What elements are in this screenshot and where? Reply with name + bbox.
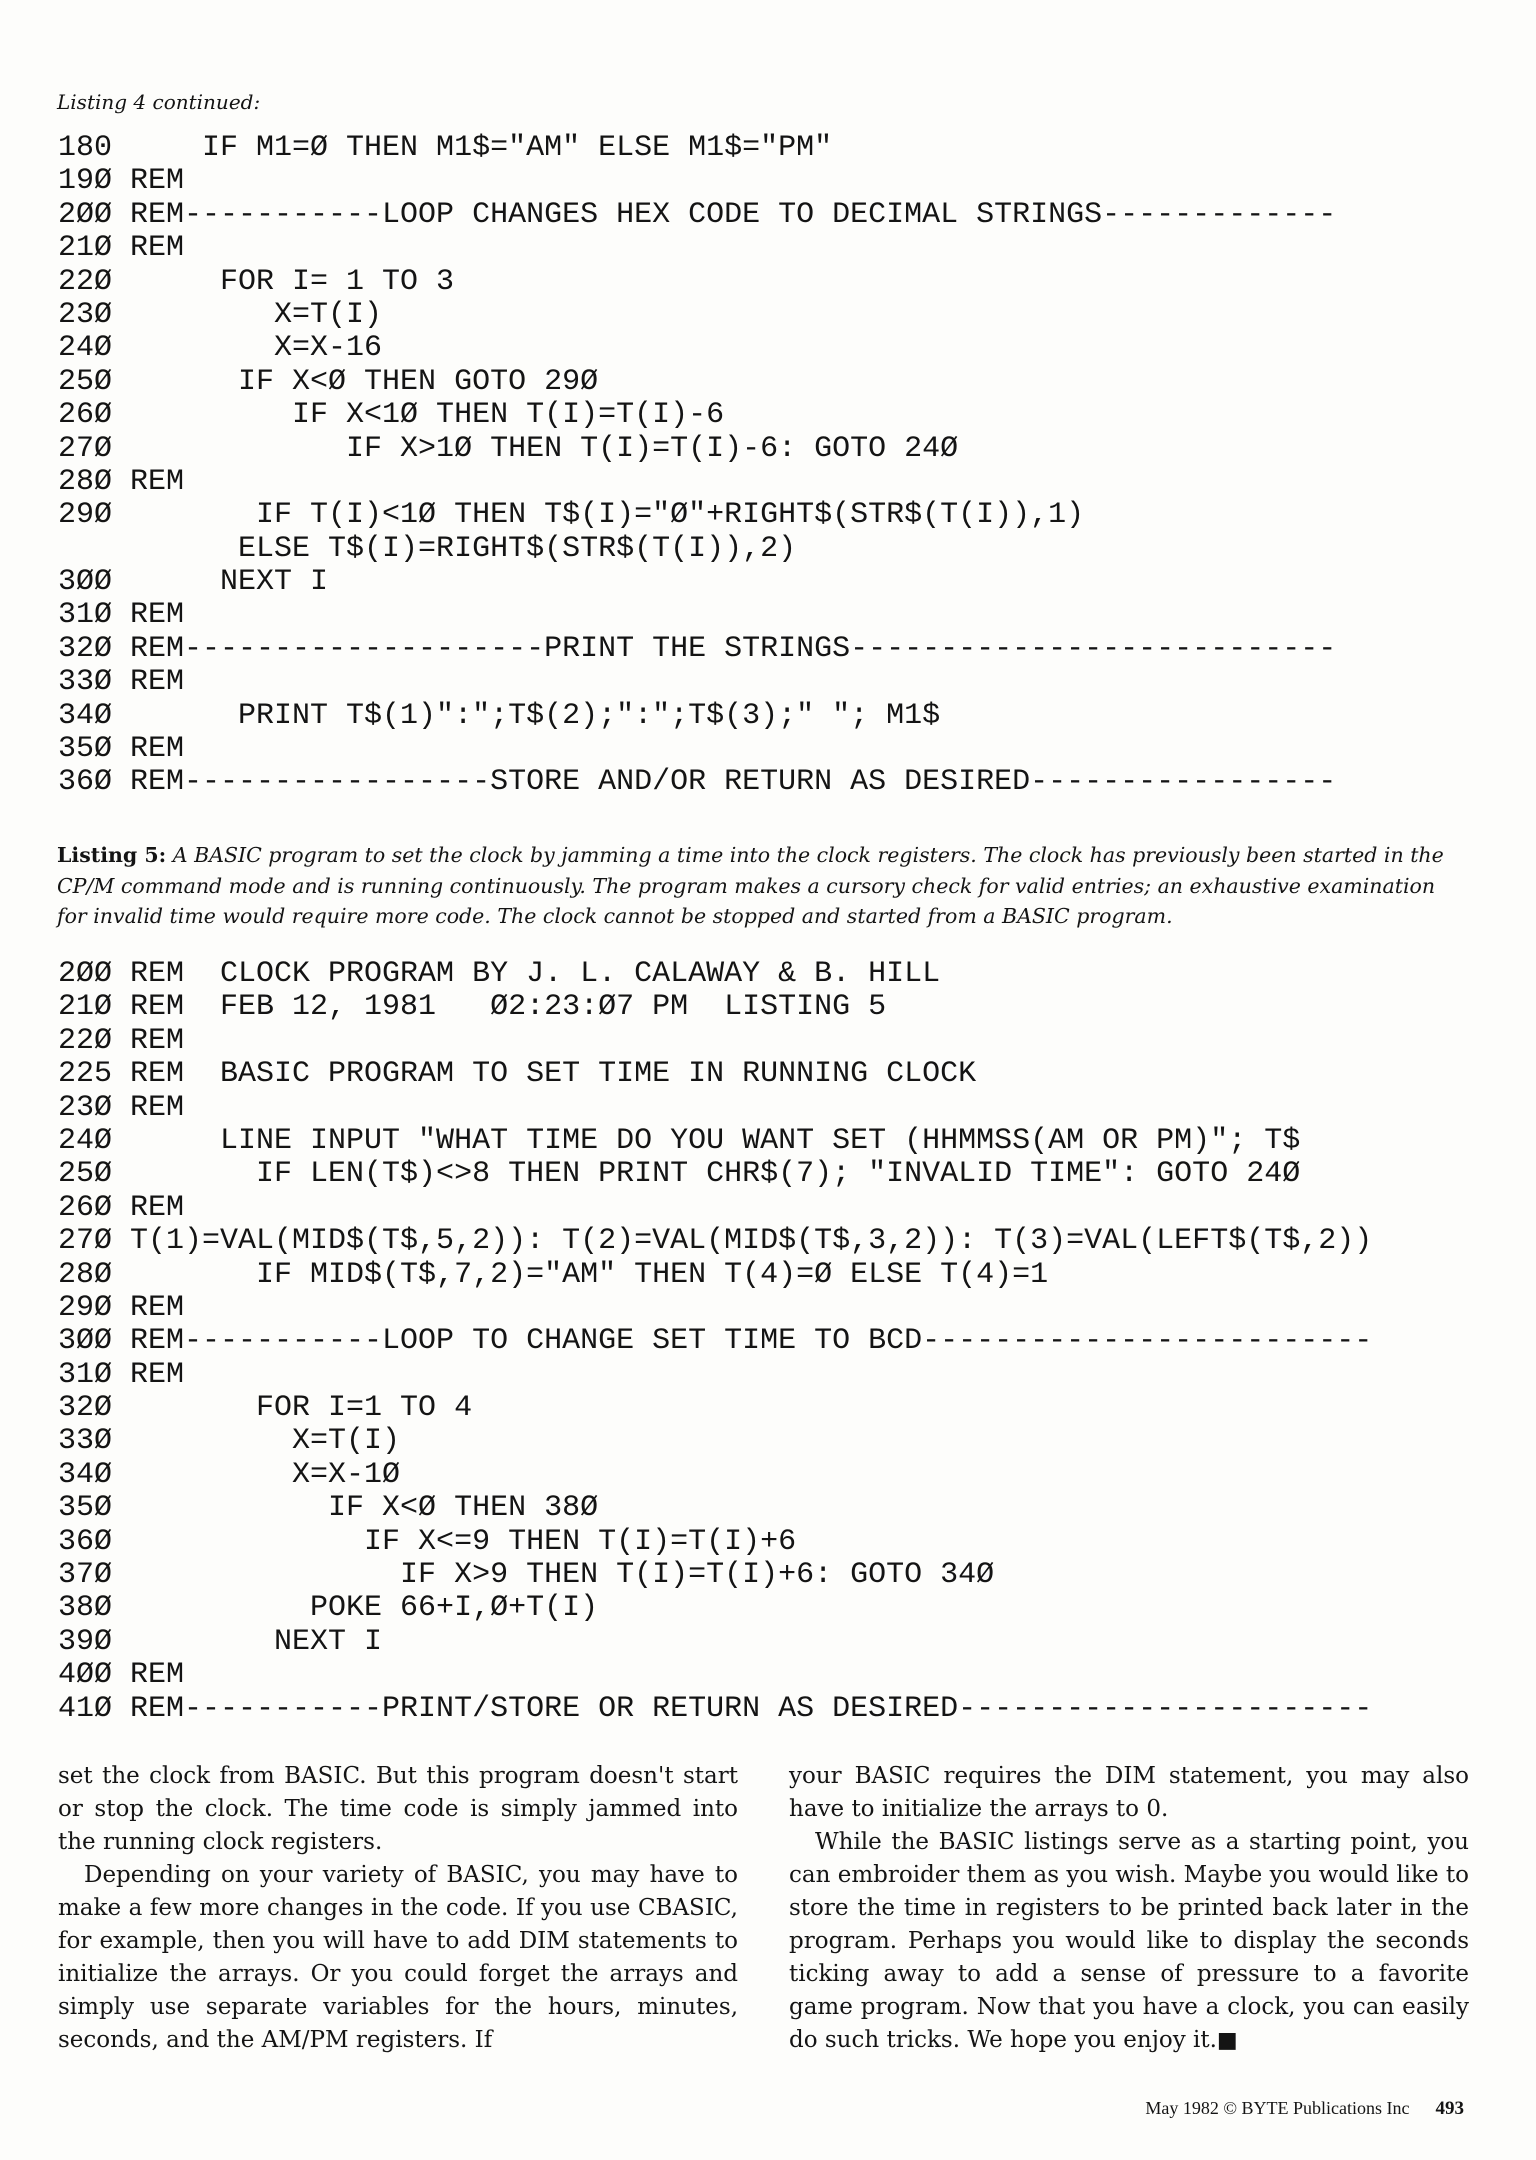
code-line: 31Ø REM bbox=[58, 598, 185, 633]
code-line: 33Ø REM bbox=[58, 665, 185, 700]
body-column-right bbox=[789, 1760, 1469, 2057]
code-line: 23Ø X=T(I) bbox=[58, 297, 383, 332]
code-line: 3ØØ NEXT I bbox=[58, 565, 329, 600]
body-paragraph bbox=[789, 1826, 1469, 2057]
issue-credit: May 1982 © BYTE Publications Inc bbox=[1145, 2098, 1410, 2118]
code-line: 23Ø REM bbox=[58, 1090, 185, 1125]
code-line: 38Ø POKE 66+I,Ø+T(I) bbox=[58, 1591, 599, 1626]
code-line: 35Ø REM bbox=[58, 732, 185, 767]
code-line: 41Ø REM-----------PRINT/STORE OR RETURN AS DESIRED----------------------- bbox=[58, 1691, 1373, 1726]
code-line: 21Ø REM FEB 12, 1981 Ø2:23:Ø7 PM LISTING 5 bbox=[58, 990, 887, 1025]
code-line: 180 IF M1=Ø THEN M1$="AM" ELSE M1$="PM" bbox=[58, 131, 833, 165]
code-line: 27Ø T(1)=VAL(MID$(T$,5,2)): T(2)=VAL(MID$(T$,3,2)): T(3)=VAL(LEFT$(T$,2)) bbox=[58, 1224, 1373, 1259]
code-line: 3ØØ REM-----------LOOP TO CHANGE SET TIME TO BCD------------------------- bbox=[58, 1324, 1373, 1359]
code-line: 21Ø REM bbox=[58, 231, 185, 266]
code-line: 24Ø LINE INPUT "WHAT TIME DO YOU WANT SET (HHMMSS(AM OR PM)"; T$ bbox=[58, 1123, 1301, 1158]
code-line: 27Ø IF X>1Ø THEN T(I)=T(I)-6: GOTO 24Ø bbox=[58, 431, 959, 466]
code-line: 36Ø REM-----------------STORE AND/OR RETURN AS DESIRED----------------- bbox=[58, 765, 1337, 800]
code-line: 39Ø NEXT I bbox=[58, 1624, 383, 1659]
code-line: 29Ø REM bbox=[58, 1290, 185, 1325]
end-mark-icon: ■ bbox=[1216, 2028, 1238, 2053]
code-line: 29Ø IF T(I)<1Ø THEN T$(I)="Ø"+RIGHT$(STR$(T(I)),1) bbox=[58, 498, 1085, 533]
code-line: 19Ø REM bbox=[58, 164, 185, 199]
code-line: 24Ø X=X-16 bbox=[58, 331, 383, 366]
code-line: 2ØØ REM-----------LOOP CHANGES HEX CODE TO DECIMAL STRINGS------------- bbox=[58, 197, 1337, 232]
code-line: 26Ø REM bbox=[58, 1190, 185, 1225]
listing-5-description: A BASIC program to set the clock by jamming a time into the clock registers. The clock has previously been started in the CP/M command mode and is running continuously. The program makes a cursory check for valid entries; an exhaustive examination for invalid time would require more code. The clock cannot be stopped and started from a BASIC program. bbox=[57, 843, 1444, 928]
code-line: 225 REM BASIC PROGRAM TO SET TIME IN RUNNING CLOCK bbox=[58, 1057, 977, 1092]
code-line: 22Ø FOR I= 1 TO 3 bbox=[58, 264, 455, 299]
listing-5-caption bbox=[57, 840, 1467, 932]
body-column-left bbox=[58, 1760, 738, 2057]
body-paragraph: set the clock from BASIC. But this program doesn't start or stop the clock. The time code is simply jammed into the running clock registers. bbox=[58, 1763, 738, 1855]
listing-4-continued-caption: Listing 4 continued: bbox=[57, 90, 261, 114]
listing-5-code bbox=[58, 958, 1372, 1726]
code-line: 25Ø IF X<Ø THEN GOTO 29Ø bbox=[58, 364, 599, 399]
code-line: 32Ø FOR I=1 TO 4 bbox=[58, 1391, 473, 1426]
body-paragraph: your BASIC requires the DIM statement, you may also have to initialize the arrays to 0. bbox=[789, 1763, 1469, 1822]
code-line: 34Ø PRINT T$(1)":";T$(2);":";T$(3);" "; M1$ bbox=[58, 698, 941, 733]
code-line: 36Ø IF X<=9 THEN T(I)=T(I)+6 bbox=[58, 1524, 797, 1559]
code-line: 25Ø IF LEN(T$)<>8 THEN PRINT CHR$(7); "INVALID TIME": GOTO 24Ø bbox=[58, 1157, 1301, 1192]
code-line: 2ØØ REM CLOCK PROGRAM BY J. L. CALAWAY & B. HILL bbox=[58, 957, 941, 991]
code-line: 37Ø IF X>9 THEN T(I)=T(I)+6: GOTO 34Ø bbox=[58, 1558, 995, 1593]
page-number: 493 bbox=[1435, 2098, 1464, 2119]
code-line: 26Ø IF X<1Ø THEN T(I)=T(I)-6 bbox=[58, 398, 725, 433]
code-line: ELSE T$(I)=RIGHT$(STR$(T(I)),2) bbox=[58, 531, 797, 566]
body-paragraph: Depending on your variety of BASIC, you may have to make a few more changes in the code. If you use CBASIC, for example, then you will have to add DIM statements to initialize the arrays. Or you could forget the arrays and simply use separate variables for the hours, minutes, seconds, and the AM/PM registers. If bbox=[58, 1862, 738, 2053]
code-line: 33Ø X=T(I) bbox=[58, 1424, 401, 1459]
code-line: 4ØØ REM bbox=[58, 1658, 185, 1693]
code-line: 31Ø REM bbox=[58, 1357, 185, 1392]
code-line: 32Ø REM--------------------PRINT THE STRINGS--------------------------- bbox=[58, 631, 1337, 666]
code-line: 34Ø X=X-1Ø bbox=[58, 1457, 401, 1492]
listing-4-code bbox=[58, 132, 1336, 800]
code-line: 28Ø REM bbox=[58, 464, 185, 499]
body-paragraph-text: While the BASIC listings serve as a starting point, you can embroider them as you wish. Maybe you would like to store the time in registers to be printed back later in the program. Perhaps you would like to display the seconds ticking away to add a sense of pressure to a favorite game program. Now that you have a clock, you can easily do such tricks. We hope you enjoy it. bbox=[789, 1829, 1469, 2053]
listing-5-label: Listing 5: bbox=[57, 843, 167, 867]
code-line: 22Ø REM bbox=[58, 1023, 185, 1058]
code-line: 35Ø IF X<Ø THEN 38Ø bbox=[58, 1491, 599, 1526]
page-footer bbox=[1145, 2098, 1464, 2120]
code-line: 28Ø IF MID$(T$,7,2)="AM" THEN T(4)=Ø ELSE T(4)=1 bbox=[58, 1257, 1049, 1292]
